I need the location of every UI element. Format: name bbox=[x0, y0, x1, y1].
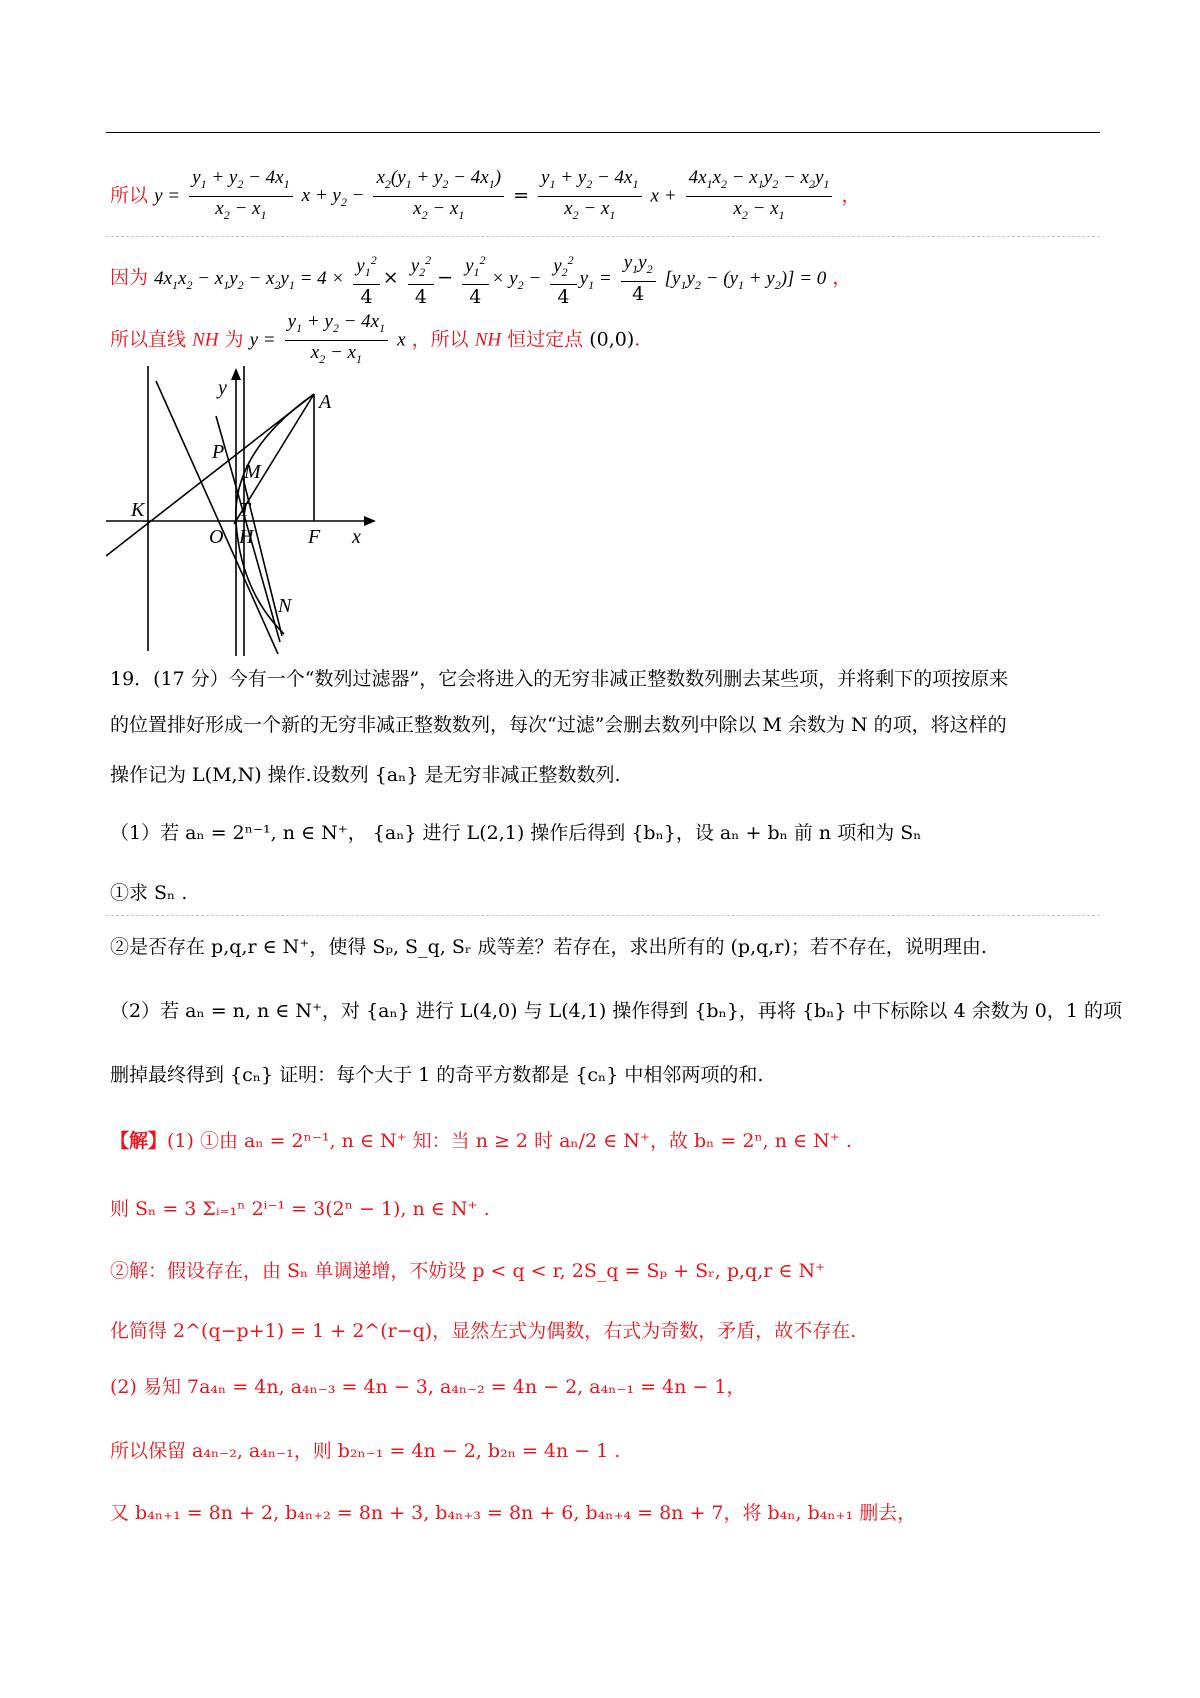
label-o: O bbox=[209, 526, 224, 548]
solution-line-3 bbox=[110, 310, 640, 371]
fraction: $\frac{y_2^2}{4}$ bbox=[408, 248, 434, 309]
fraction: $\frac{y_1^2}{4}$ bbox=[353, 248, 379, 309]
q19-para-3: 操作记为 L(M,N) 操作.设数列 {aₙ} 是无穷非减正整数数列. bbox=[110, 764, 621, 786]
text-so: 所以 bbox=[110, 184, 149, 207]
text-comma: ， bbox=[832, 266, 852, 289]
label-h: H bbox=[239, 526, 254, 548]
label-m: M bbox=[244, 461, 261, 483]
text: 所以直线 bbox=[110, 328, 187, 351]
eq-part: y = bbox=[154, 185, 181, 207]
fraction: $\frac{y_1 + y_2 - 4x_1}{x_2 - x_1}$ bbox=[189, 166, 292, 227]
text: . bbox=[634, 328, 641, 351]
fraction: $\frac{y_1 + y_2 - 4x_1}{x_2 - x_1}$ bbox=[538, 166, 641, 227]
text-because: 因为 bbox=[110, 266, 149, 289]
label-p: P bbox=[212, 441, 225, 463]
eq-part: $[y_1y_2 - (y_1 + y_2)] = 0$ bbox=[664, 267, 827, 292]
eq-part: y = bbox=[249, 329, 276, 351]
sol-text: (1) ①由 aₙ = 2ⁿ⁻¹, n ∈ N⁺ 知：当 n ≥ 2 时 aₙ/2 ∈ N⁺，故 bₙ = 2ⁿ, n ∈ N⁺ . bbox=[167, 1130, 852, 1152]
x-arrow bbox=[364, 516, 376, 526]
eq-part: x bbox=[397, 329, 406, 351]
sol-line-5: (2) 易知 7a₄ₙ = 4n, a₄ₙ₋₃ = 4n − 3, a₄ₙ₋₂ = 4n − 2, a₄ₙ₋₁ = 4n − 1， bbox=[110, 1376, 746, 1398]
q19-para-1: 19．(17 分）今有一个“数列过滤器”，它会将进入的无穷非减正整数数列删去某些项，并将剩下的项按原来 bbox=[110, 668, 1009, 690]
eq-part: = bbox=[513, 184, 529, 207]
q19-sub-1b: ②是否存在 p,q,r ∈ N⁺，使得 Sₚ, S_q, Sᵣ 成等差？若存在，求出所有的 (p,q,r)；若不存在，说明理由. bbox=[110, 936, 987, 958]
fraction: $\frac{y_1^2}{4}$ bbox=[462, 248, 488, 309]
fraction: $\frac{4x_1x_2 - x_1y_2 - x_2y_1}{x_2 - x_1}$ bbox=[686, 166, 833, 227]
label-k: K bbox=[131, 499, 145, 521]
text: 为 bbox=[224, 328, 244, 351]
fraction: $\frac{y_1 + y_2 - 4x_1}{x_2 - x_1}$ bbox=[285, 310, 388, 371]
q19-sub-2b: 删掉最终得到 {cₙ} 证明：每个大于 1 的奇平方数都是 {cₙ} 中相邻两项的和. bbox=[110, 1064, 764, 1086]
y-arrow bbox=[231, 368, 241, 380]
header-rule bbox=[106, 132, 1100, 133]
sol-line-4: 化简得 2^(q−p+1) = 1 + 2^(r−q)，显然左式为偶数，右式为奇数，矛盾，故不存在. bbox=[110, 1320, 857, 1342]
q19-sub-1a: ①求 Sₙ . bbox=[110, 882, 188, 904]
fixed-point: (0,0) bbox=[589, 328, 635, 351]
text: ，所以 bbox=[411, 328, 469, 351]
sol-line-6: 所以保留 a₄ₙ₋₂, a₄ₙ₋₁，则 b₂ₙ₋₁ = 4n − 2, b₂ₙ = 4n − 1 . bbox=[110, 1440, 621, 1462]
fraction: $\frac{x_2(y_1 + y_2 - 4x_1)}{x_2 - x_1}$ bbox=[373, 166, 504, 227]
text-nh: NH bbox=[474, 329, 502, 351]
q19-sub-1: （1）若 aₙ = 2ⁿ⁻¹, n ∈ N⁺， {aₙ} 进行 L(2,1) 操作后得到 {bₙ}，设 aₙ + bₙ 前 n 项和为 Sₙ bbox=[110, 822, 922, 844]
q19-sub-2a: （2）若 aₙ = n, n ∈ N⁺，对 {aₙ} 进行 L(4,0) 与 L(4,1) 操作得到 {bₙ}，再将 {bₙ} 中下标除以 4 余数为 0，1 的项 bbox=[110, 1000, 1122, 1022]
text-comma: ， bbox=[841, 184, 861, 207]
label-x: x bbox=[352, 526, 361, 548]
divider bbox=[106, 236, 1100, 237]
eq-part: x + bbox=[650, 185, 677, 207]
label-y: y bbox=[218, 377, 227, 399]
solution-line-2: 因为 $4x_1x_2 - x_1y_2 - x_2y_1 = 4$ × $\frac{y_1^2}{4}$ × $\frac{y_2^2}{4}$ − $\frac{y_1^2}{4}$ × $y_2$ − $\frac{y_2^2}{4}$ $y_1$ = $\frac{y_1y_2}{4}$ $[y_1y_2 - (y_1 + y_2)] = 0$ ， bbox=[110, 248, 851, 309]
fraction: $\frac{y_1y_2}{4}$ bbox=[621, 251, 656, 306]
sol-line-7: 又 b₄ₙ₊₁ = 8n + 2, b₄ₙ₊₂ = 8n + 3, b₄ₙ₊₃ = 8n + 6, b₄ₙ₊₄ = 8n + 7，将 b₄ₙ, b₄ₙ₊₁ 删去， bbox=[110, 1502, 917, 1524]
sol-line-2: 则 Sₙ = 3 Σᵢ₌₁ⁿ 2ⁱ⁻¹ = 3(2ⁿ − 1), n ∈ N⁺ . bbox=[110, 1198, 490, 1220]
label-f: F bbox=[308, 526, 321, 548]
label-a: A bbox=[319, 391, 332, 413]
label-n: N bbox=[278, 595, 292, 617]
q19-para-2: 的位置排好形成一个新的无穷非减正整数数列，每次“过滤”会删去数列中除以 M 余数为 N 的项，将这样的 bbox=[110, 714, 1007, 736]
text-nh: NH bbox=[192, 329, 219, 351]
fraction: $\frac{y_2^2}{4}$ bbox=[550, 248, 576, 309]
eq-part: $4x_1x_2 - x_1y_2 - x_2y_1 = 4$ × bbox=[154, 267, 345, 292]
solution-tag: 【解】 bbox=[110, 1130, 168, 1152]
solution-line-1 bbox=[110, 166, 860, 227]
geometry-figure bbox=[106, 366, 406, 656]
sol-line-1 bbox=[110, 1128, 852, 1154]
divider bbox=[106, 915, 1100, 916]
sol-line-3: ②解：假设存在，由 Sₙ 单调递增，不妨设 p < q < r, 2S_q = Sₚ + Sᵣ, p,q,r ∈ N⁺ bbox=[110, 1260, 826, 1282]
eq-part: $x + y_2$ − bbox=[301, 185, 365, 210]
label-t: T bbox=[239, 499, 251, 521]
text: 恒过定点 bbox=[507, 328, 584, 351]
